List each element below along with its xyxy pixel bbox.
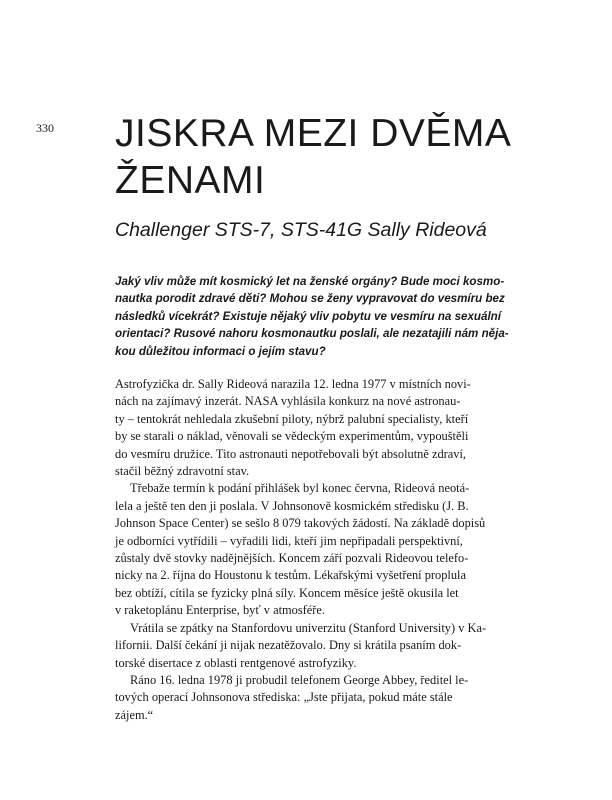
text-line: bez obtíží, cítila se fyzicky plná síly. Koncem měsíce ještě okusila let xyxy=(115,585,459,600)
paragraph xyxy=(115,376,505,480)
lead-line: následků vícekrát? Existuje nějaký vliv pobytu ve vesmíru na sexuální xyxy=(115,309,501,323)
text-line: by se starali o náklad, věnovali se vědeckým experimentům, vypouštěli xyxy=(115,429,469,444)
lead-line: Jaký vliv může mít kosmický let na ženské orgány? Bude moci kosmo- xyxy=(115,275,505,288)
chapter-title-line: ŽENAMI xyxy=(115,159,266,202)
lead-paragraph xyxy=(115,273,509,360)
text-line: lifornii. Další čekání ji nijak nezatěžovalo. Dny si krátila psaním dok- xyxy=(115,638,462,653)
chapter-title xyxy=(115,110,585,204)
text-line: lela a ještě ten den ji poslala. V Johnsonově kosmickém středisku (J. B. xyxy=(115,498,469,513)
text-line: zůstaly dvě stovky nadějnějších. Koncem září pozvali Rideovou telefo- xyxy=(115,551,469,566)
text-line: Třebaže termín k podání přihlášek byl konec června, Rideová neotá- xyxy=(130,481,470,496)
text-line: Ráno 16. ledna 1978 ji probudil telefonem George Abbey, ředitel le- xyxy=(130,672,469,687)
text-line: v raketoplánu Enterprise, byť v atmosféře. xyxy=(115,603,326,618)
text-line: Vrátila se zpátky na Stanfordovu univerzitu (Stanford University) v Ka- xyxy=(130,620,487,635)
paragraph xyxy=(115,620,505,672)
text-line: tových operací Johnsonova střediska: „Jste přijata, pokud máte stále xyxy=(115,690,453,705)
text-line: nách na zajímavý inzerát. NASA vyhlásila konkurz na nové astronau- xyxy=(115,394,461,409)
text-line: zájem.“ xyxy=(115,707,154,722)
text-line: do vesmíru družice. Tito astronauti nepotřebovali být absolutně zdraví, xyxy=(115,446,466,461)
lead-line: nautka porodit zdravé děti? Mohou se ženy vypravovat do vesmíru bez xyxy=(115,292,505,306)
text-line: stačil běžný zdravotní stav. xyxy=(115,464,250,479)
chapter-subtitle: Challenger STS-7, STS-41G Sally Rideová xyxy=(115,219,487,241)
page-number: 330 xyxy=(36,121,54,135)
paragraph xyxy=(115,480,505,619)
text-line: torské disertace z oblasti rentgenové astrofyziky. xyxy=(115,655,357,670)
chapter-title-line: JISKRA MEZI DVĚMA xyxy=(115,112,512,155)
text-line: ty – tentokrát nehledala zkušební piloty, nýbrž palubní specialisty, kteří xyxy=(115,411,469,426)
text-line: je odborníci vytřídili – vyřadili lidi, kteří jim nepřipadali perspektivní, xyxy=(115,533,463,548)
lead-line: kou důležitou informaci o jejím stavu? xyxy=(115,344,326,358)
lead-line: orientaci? Rusové nahoru kosmonautku poslali, ale nezatajili nám něja- xyxy=(115,327,509,341)
text-line: nicky na 2. října do Houstonu k testům. Lékařskými vyšetření proplula xyxy=(115,568,467,583)
text-line: Johnson Space Center) se sešlo 8 079 takových žádostí. Na základě dopisů xyxy=(115,516,486,531)
text-line: Astrofyzička dr. Sally Rideová narazila 12. ledna 1977 v místních novi- xyxy=(115,377,471,391)
body-text xyxy=(115,376,505,724)
paragraph xyxy=(115,672,505,724)
